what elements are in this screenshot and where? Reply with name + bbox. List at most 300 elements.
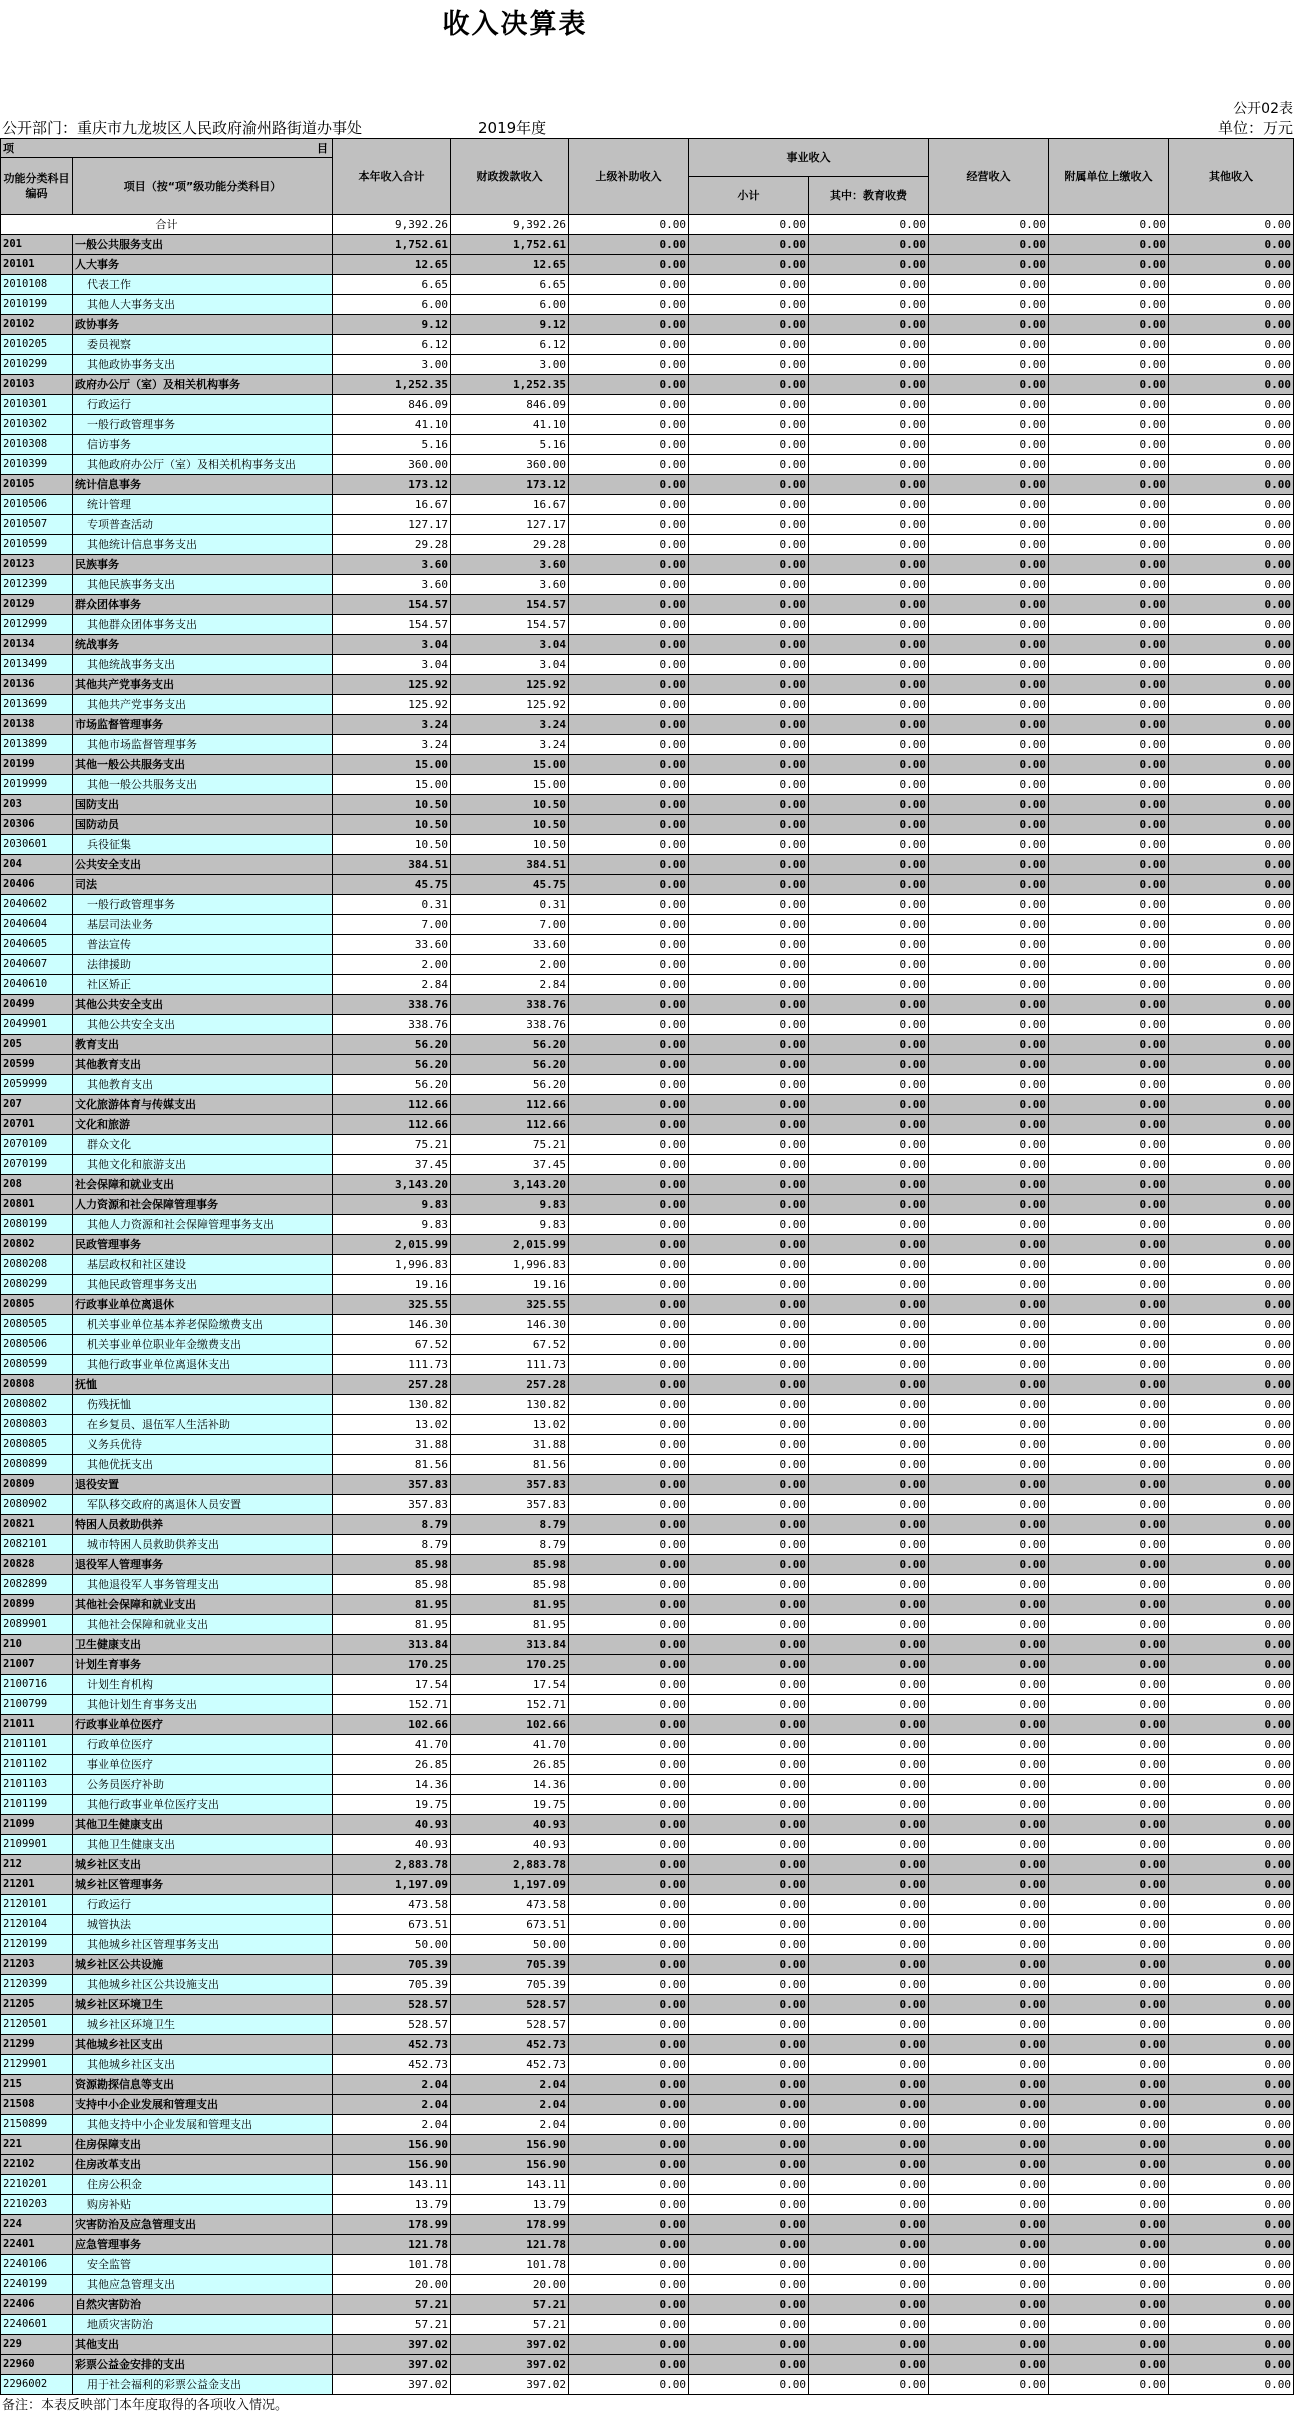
row-name: 国防动员 — [73, 815, 333, 835]
row-upper: 0.00 — [569, 1395, 689, 1415]
row-name: 资源勘探信息等支出 — [73, 2075, 333, 2095]
row-business-subtotal: 0.00 — [689, 1535, 809, 1555]
row-total: 452.73 — [333, 2035, 451, 2055]
row-edu: 0.00 — [809, 2135, 929, 2155]
row-name: 其他市场监督管理事务 — [73, 735, 333, 755]
row-code: 2082101 — [1, 1535, 73, 1555]
row-operation: 0.00 — [929, 1955, 1049, 1975]
row-other: 0.00 — [1169, 515, 1294, 535]
row-fiscal: 57.21 — [451, 2315, 569, 2335]
row-name: 一般行政管理事务 — [73, 895, 333, 915]
row-operation: 0.00 — [929, 1275, 1049, 1295]
row-business-subtotal: 0.00 — [689, 355, 809, 375]
row-upper: 0.00 — [569, 735, 689, 755]
row-other: 0.00 — [1169, 655, 1294, 675]
row-fiscal: 3,143.20 — [451, 1175, 569, 1195]
row-total: 13.79 — [333, 2195, 451, 2215]
row-operation: 0.00 — [929, 2275, 1049, 2295]
row-upper: 0.00 — [569, 855, 689, 875]
row-edu: 0.00 — [809, 1455, 929, 1475]
row-edu: 0.00 — [809, 1415, 929, 1435]
row-affiliate: 0.00 — [1049, 935, 1169, 955]
total-label: 合计 — [1, 215, 333, 235]
row-name: 应急管理事务 — [73, 2235, 333, 2255]
row-upper: 0.00 — [569, 2275, 689, 2295]
row-fiscal: 154.57 — [451, 615, 569, 635]
table-row — [1, 255, 1294, 275]
row-fiscal: 338.76 — [451, 1015, 569, 1035]
row-other: 0.00 — [1169, 1635, 1294, 1655]
row-edu: 0.00 — [809, 1035, 929, 1055]
row-other: 0.00 — [1169, 955, 1294, 975]
header-item: 项目（按“项”级功能分类科目） — [73, 158, 333, 215]
row-fiscal: 57.21 — [451, 2295, 569, 2315]
row-business-subtotal: 0.00 — [689, 2035, 809, 2055]
row-affiliate: 0.00 — [1049, 615, 1169, 635]
row-name: 住房公积金 — [73, 2175, 333, 2195]
row-name: 住房改革支出 — [73, 2155, 333, 2175]
row-total: 41.70 — [333, 1735, 451, 1755]
row-edu: 0.00 — [809, 1155, 929, 1175]
row-name: 其他优抚支出 — [73, 1455, 333, 1475]
row-code: 229 — [1, 2335, 73, 2355]
row-total: 338.76 — [333, 1015, 451, 1035]
table-row — [1, 855, 1294, 875]
total-other: 0.00 — [1169, 215, 1294, 235]
row-other: 0.00 — [1169, 1675, 1294, 1695]
row-name: 委员视察 — [73, 335, 333, 355]
row-code: 20102 — [1, 315, 73, 335]
row-other: 0.00 — [1169, 1695, 1294, 1715]
row-edu: 0.00 — [809, 1875, 929, 1895]
row-code: 2296002 — [1, 2375, 73, 2395]
row-affiliate: 0.00 — [1049, 2155, 1169, 2175]
row-affiliate: 0.00 — [1049, 1655, 1169, 1675]
row-name: 其他城乡社区公共设施支出 — [73, 1975, 333, 1995]
row-business-subtotal: 0.00 — [689, 515, 809, 535]
row-code: 2080899 — [1, 1455, 73, 1475]
row-affiliate: 0.00 — [1049, 1535, 1169, 1555]
row-other: 0.00 — [1169, 2095, 1294, 2115]
row-affiliate: 0.00 — [1049, 455, 1169, 475]
row-total: 5.16 — [333, 435, 451, 455]
row-other: 0.00 — [1169, 2255, 1294, 2275]
row-edu: 0.00 — [809, 2155, 929, 2175]
row-edu: 0.00 — [809, 615, 929, 635]
row-total: 33.60 — [333, 935, 451, 955]
row-upper: 0.00 — [569, 1415, 689, 1435]
row-edu: 0.00 — [809, 935, 929, 955]
row-edu: 0.00 — [809, 2275, 929, 2295]
table-row — [1, 1115, 1294, 1135]
row-operation: 0.00 — [929, 1875, 1049, 1895]
row-affiliate: 0.00 — [1049, 1995, 1169, 2015]
row-name: 文化旅游体育与传媒支出 — [73, 1095, 333, 1115]
row-total: 528.57 — [333, 1995, 451, 2015]
row-edu: 0.00 — [809, 2295, 929, 2315]
row-total: 257.28 — [333, 1375, 451, 1395]
row-code: 210 — [1, 1635, 73, 1655]
row-edu: 0.00 — [809, 1855, 929, 1875]
row-upper: 0.00 — [569, 1475, 689, 1495]
row-total: 1,197.09 — [333, 1875, 451, 1895]
row-edu: 0.00 — [809, 775, 929, 795]
row-code: 2101103 — [1, 1775, 73, 1795]
row-upper: 0.00 — [569, 1235, 689, 1255]
row-total: 8.79 — [333, 1515, 451, 1535]
row-code: 21011 — [1, 1715, 73, 1735]
table-row — [1, 1235, 1294, 1255]
row-total: 0.31 — [333, 895, 451, 915]
row-business-subtotal: 0.00 — [689, 1795, 809, 1815]
row-fiscal: 81.95 — [451, 1595, 569, 1615]
row-name: 其他公共安全支出 — [73, 1015, 333, 1035]
row-code: 208 — [1, 1175, 73, 1195]
row-affiliate: 0.00 — [1049, 2295, 1169, 2315]
row-operation: 0.00 — [929, 235, 1049, 255]
row-code: 21205 — [1, 1995, 73, 2015]
row-name: 其他支持中小企业发展和管理支出 — [73, 2115, 333, 2135]
row-name: 统战事务 — [73, 635, 333, 655]
row-name: 其他社会保障和就业支出 — [73, 1615, 333, 1635]
row-other: 0.00 — [1169, 1075, 1294, 1095]
row-operation: 0.00 — [929, 1475, 1049, 1495]
row-upper: 0.00 — [569, 1515, 689, 1535]
row-operation: 0.00 — [929, 2315, 1049, 2335]
table-row — [1, 635, 1294, 655]
row-business-subtotal: 0.00 — [689, 835, 809, 855]
row-affiliate: 0.00 — [1049, 2095, 1169, 2115]
row-affiliate: 0.00 — [1049, 475, 1169, 495]
row-total: 397.02 — [333, 2335, 451, 2355]
row-edu: 0.00 — [809, 635, 929, 655]
row-operation: 0.00 — [929, 735, 1049, 755]
row-total: 15.00 — [333, 775, 451, 795]
row-affiliate: 0.00 — [1049, 375, 1169, 395]
table-row — [1, 335, 1294, 355]
row-total: 10.50 — [333, 815, 451, 835]
table-row — [1, 2335, 1294, 2355]
table-row — [1, 1555, 1294, 1575]
row-upper: 0.00 — [569, 1895, 689, 1915]
row-business-subtotal: 0.00 — [689, 1315, 809, 1335]
row-other: 0.00 — [1169, 595, 1294, 615]
row-edu: 0.00 — [809, 1515, 929, 1535]
row-upper: 0.00 — [569, 2095, 689, 2115]
row-upper: 0.00 — [569, 1275, 689, 1295]
row-affiliate: 0.00 — [1049, 1935, 1169, 1955]
row-fiscal: 112.66 — [451, 1095, 569, 1115]
row-name: 其他卫生健康支出 — [73, 1835, 333, 1855]
row-name: 专项普查活动 — [73, 515, 333, 535]
row-operation: 0.00 — [929, 1735, 1049, 1755]
row-affiliate: 0.00 — [1049, 875, 1169, 895]
row-operation: 0.00 — [929, 1675, 1049, 1695]
row-edu: 0.00 — [809, 655, 929, 675]
row-name: 统计管理 — [73, 495, 333, 515]
row-total: 313.84 — [333, 1635, 451, 1655]
row-operation: 0.00 — [929, 1055, 1049, 1075]
row-affiliate: 0.00 — [1049, 2335, 1169, 2355]
table-row — [1, 1995, 1294, 2015]
row-business-subtotal: 0.00 — [689, 695, 809, 715]
row-business-subtotal: 0.00 — [689, 455, 809, 475]
row-name: 其他民族事务支出 — [73, 575, 333, 595]
row-fiscal: 26.85 — [451, 1755, 569, 1775]
row-name: 法律援助 — [73, 955, 333, 975]
row-code: 20499 — [1, 995, 73, 1015]
row-code: 207 — [1, 1095, 73, 1115]
row-business-subtotal: 0.00 — [689, 675, 809, 695]
row-upper: 0.00 — [569, 395, 689, 415]
row-fiscal: 2.84 — [451, 975, 569, 995]
row-business-subtotal: 0.00 — [689, 1415, 809, 1435]
table-row — [1, 1455, 1294, 1475]
row-affiliate: 0.00 — [1049, 2015, 1169, 2035]
row-other: 0.00 — [1169, 935, 1294, 955]
row-operation: 0.00 — [929, 1535, 1049, 1555]
row-edu: 0.00 — [809, 435, 929, 455]
row-operation: 0.00 — [929, 2375, 1049, 2395]
row-operation: 0.00 — [929, 1755, 1049, 1775]
row-affiliate: 0.00 — [1049, 1335, 1169, 1355]
row-total: 102.66 — [333, 1715, 451, 1735]
row-upper: 0.00 — [569, 2335, 689, 2355]
row-upper: 0.00 — [569, 315, 689, 335]
row-operation: 0.00 — [929, 455, 1049, 475]
header-fiscal: 财政拨款收入 — [451, 139, 569, 215]
row-total: 2.84 — [333, 975, 451, 995]
row-affiliate: 0.00 — [1049, 1515, 1169, 1535]
row-affiliate: 0.00 — [1049, 1235, 1169, 1255]
table-row — [1, 1395, 1294, 1415]
row-code: 2080599 — [1, 1355, 73, 1375]
row-business-subtotal: 0.00 — [689, 795, 809, 815]
row-total: 15.00 — [333, 755, 451, 775]
row-upper: 0.00 — [569, 235, 689, 255]
row-fiscal: 146.30 — [451, 1315, 569, 1335]
row-upper: 0.00 — [569, 995, 689, 1015]
row-affiliate: 0.00 — [1049, 1495, 1169, 1515]
row-business-subtotal: 0.00 — [689, 2155, 809, 2175]
row-affiliate: 0.00 — [1049, 235, 1169, 255]
row-affiliate: 0.00 — [1049, 1015, 1169, 1035]
table-row — [1, 395, 1294, 415]
row-total: 125.92 — [333, 695, 451, 715]
row-name: 社区矫正 — [73, 975, 333, 995]
row-operation: 0.00 — [929, 1195, 1049, 1215]
row-upper: 0.00 — [569, 275, 689, 295]
row-name: 特困人员救助供养 — [73, 1515, 333, 1535]
row-upper: 0.00 — [569, 2315, 689, 2335]
row-affiliate: 0.00 — [1049, 1095, 1169, 1115]
row-other: 0.00 — [1169, 775, 1294, 795]
table-row — [1, 2175, 1294, 2195]
row-name: 人大事务 — [73, 255, 333, 275]
row-fiscal: 357.83 — [451, 1495, 569, 1515]
row-operation: 0.00 — [929, 2015, 1049, 2035]
row-name: 民政管理事务 — [73, 1235, 333, 1255]
row-other: 0.00 — [1169, 1255, 1294, 1275]
row-affiliate: 0.00 — [1049, 655, 1169, 675]
row-upper: 0.00 — [569, 2155, 689, 2175]
row-operation: 0.00 — [929, 1035, 1049, 1055]
row-fiscal: 705.39 — [451, 1955, 569, 1975]
table-row — [1, 2075, 1294, 2095]
row-affiliate: 0.00 — [1049, 1815, 1169, 1835]
table-row — [1, 895, 1294, 915]
row-code: 21099 — [1, 1815, 73, 1835]
row-business-subtotal: 0.00 — [689, 1555, 809, 1575]
row-other: 0.00 — [1169, 2015, 1294, 2035]
row-fiscal: 673.51 — [451, 1915, 569, 1935]
row-edu: 0.00 — [809, 1475, 929, 1495]
table-row — [1, 1435, 1294, 1455]
row-affiliate: 0.00 — [1049, 835, 1169, 855]
row-total: 156.90 — [333, 2135, 451, 2155]
row-edu: 0.00 — [809, 315, 929, 335]
row-upper: 0.00 — [569, 715, 689, 735]
row-affiliate: 0.00 — [1049, 1415, 1169, 1435]
row-upper: 0.00 — [569, 1055, 689, 1075]
table-row — [1, 1835, 1294, 1855]
row-upper: 0.00 — [569, 1875, 689, 1895]
row-business-subtotal: 0.00 — [689, 275, 809, 295]
row-total: 3.60 — [333, 555, 451, 575]
row-code: 20101 — [1, 255, 73, 275]
row-name: 城乡社区公共设施 — [73, 1955, 333, 1975]
row-business-subtotal: 0.00 — [689, 535, 809, 555]
row-edu: 0.00 — [809, 1055, 929, 1075]
row-edu: 0.00 — [809, 2235, 929, 2255]
row-total: 452.73 — [333, 2055, 451, 2075]
row-operation: 0.00 — [929, 1935, 1049, 1955]
row-total: 125.92 — [333, 675, 451, 695]
row-upper: 0.00 — [569, 795, 689, 815]
row-name: 卫生健康支出 — [73, 1635, 333, 1655]
row-total: 2,015.99 — [333, 1235, 451, 1255]
row-upper: 0.00 — [569, 435, 689, 455]
row-business-subtotal: 0.00 — [689, 635, 809, 655]
row-upper: 0.00 — [569, 1215, 689, 1235]
row-edu: 0.00 — [809, 1935, 929, 1955]
row-business-subtotal: 0.00 — [689, 2055, 809, 2075]
row-other: 0.00 — [1169, 675, 1294, 695]
row-name: 其他共产党事务支出 — [73, 695, 333, 715]
row-total: 8.79 — [333, 1535, 451, 1555]
row-code: 2080199 — [1, 1215, 73, 1235]
row-total: 50.00 — [333, 1935, 451, 1955]
row-business-subtotal: 0.00 — [689, 1575, 809, 1595]
row-business-subtotal: 0.00 — [689, 255, 809, 275]
row-name: 人力资源和社会保障管理事务 — [73, 1195, 333, 1215]
row-affiliate: 0.00 — [1049, 1755, 1169, 1775]
row-name: 行政事业单位离退休 — [73, 1295, 333, 1315]
row-edu: 0.00 — [809, 735, 929, 755]
row-total: 338.76 — [333, 995, 451, 1015]
row-business-subtotal: 0.00 — [689, 1395, 809, 1415]
row-operation: 0.00 — [929, 635, 1049, 655]
row-edu: 0.00 — [809, 1135, 929, 1155]
row-affiliate: 0.00 — [1049, 1635, 1169, 1655]
row-other: 0.00 — [1169, 255, 1294, 275]
row-code: 2040607 — [1, 955, 73, 975]
row-fiscal: 0.31 — [451, 895, 569, 915]
table-row — [1, 655, 1294, 675]
row-business-subtotal: 0.00 — [689, 755, 809, 775]
row-name: 其他计划生育事务支出 — [73, 1695, 333, 1715]
row-upper: 0.00 — [569, 655, 689, 675]
row-fiscal: 397.02 — [451, 2355, 569, 2375]
row-fiscal: 357.83 — [451, 1475, 569, 1495]
table-row — [1, 1655, 1294, 1675]
row-operation: 0.00 — [929, 915, 1049, 935]
row-edu: 0.00 — [809, 1095, 929, 1115]
table-row — [1, 1955, 1294, 1975]
row-upper: 0.00 — [569, 1435, 689, 1455]
row-code: 2012399 — [1, 575, 73, 595]
row-edu: 0.00 — [809, 1315, 929, 1335]
row-total: 705.39 — [333, 1975, 451, 1995]
row-business-subtotal: 0.00 — [689, 2335, 809, 2355]
header-operation: 经营收入 — [929, 139, 1049, 215]
row-total: 45.75 — [333, 875, 451, 895]
row-code: 2150899 — [1, 2115, 73, 2135]
row-other: 0.00 — [1169, 1015, 1294, 1035]
row-fiscal: 8.79 — [451, 1535, 569, 1555]
row-total: 85.98 — [333, 1575, 451, 1595]
row-code: 20801 — [1, 1195, 73, 1215]
row-other: 0.00 — [1169, 1455, 1294, 1475]
table-row — [1, 1275, 1294, 1295]
row-affiliate: 0.00 — [1049, 1475, 1169, 1495]
row-operation: 0.00 — [929, 2075, 1049, 2095]
row-affiliate: 0.00 — [1049, 1615, 1169, 1635]
table-row — [1, 1775, 1294, 1795]
row-affiliate: 0.00 — [1049, 1795, 1169, 1815]
table-row — [1, 1515, 1294, 1535]
row-affiliate: 0.00 — [1049, 495, 1169, 515]
row-upper: 0.00 — [569, 1255, 689, 1275]
row-operation: 0.00 — [929, 2255, 1049, 2275]
row-edu: 0.00 — [809, 1275, 929, 1295]
row-operation: 0.00 — [929, 2115, 1049, 2135]
row-edu: 0.00 — [809, 1495, 929, 1515]
row-total: 10.50 — [333, 835, 451, 855]
row-affiliate: 0.00 — [1049, 435, 1169, 455]
row-operation: 0.00 — [929, 575, 1049, 595]
row-code: 2040605 — [1, 935, 73, 955]
table-row — [1, 955, 1294, 975]
row-name: 其他统计信息事务支出 — [73, 535, 333, 555]
table-row — [1, 1495, 1294, 1515]
row-name: 其他退役军人事务管理支出 — [73, 1575, 333, 1595]
row-business-subtotal: 0.00 — [689, 495, 809, 515]
row-business-subtotal: 0.00 — [689, 1175, 809, 1195]
row-edu: 0.00 — [809, 255, 929, 275]
row-code: 2210203 — [1, 2195, 73, 2215]
row-business-subtotal: 0.00 — [689, 235, 809, 255]
row-fiscal: 19.16 — [451, 1275, 569, 1295]
row-code: 2120501 — [1, 2015, 73, 2035]
row-other: 0.00 — [1169, 1715, 1294, 1735]
row-upper: 0.00 — [569, 375, 689, 395]
row-edu: 0.00 — [809, 335, 929, 355]
row-operation: 0.00 — [929, 2055, 1049, 2075]
row-business-subtotal: 0.00 — [689, 435, 809, 455]
row-other: 0.00 — [1169, 1535, 1294, 1555]
row-name: 计划生育事务 — [73, 1655, 333, 1675]
